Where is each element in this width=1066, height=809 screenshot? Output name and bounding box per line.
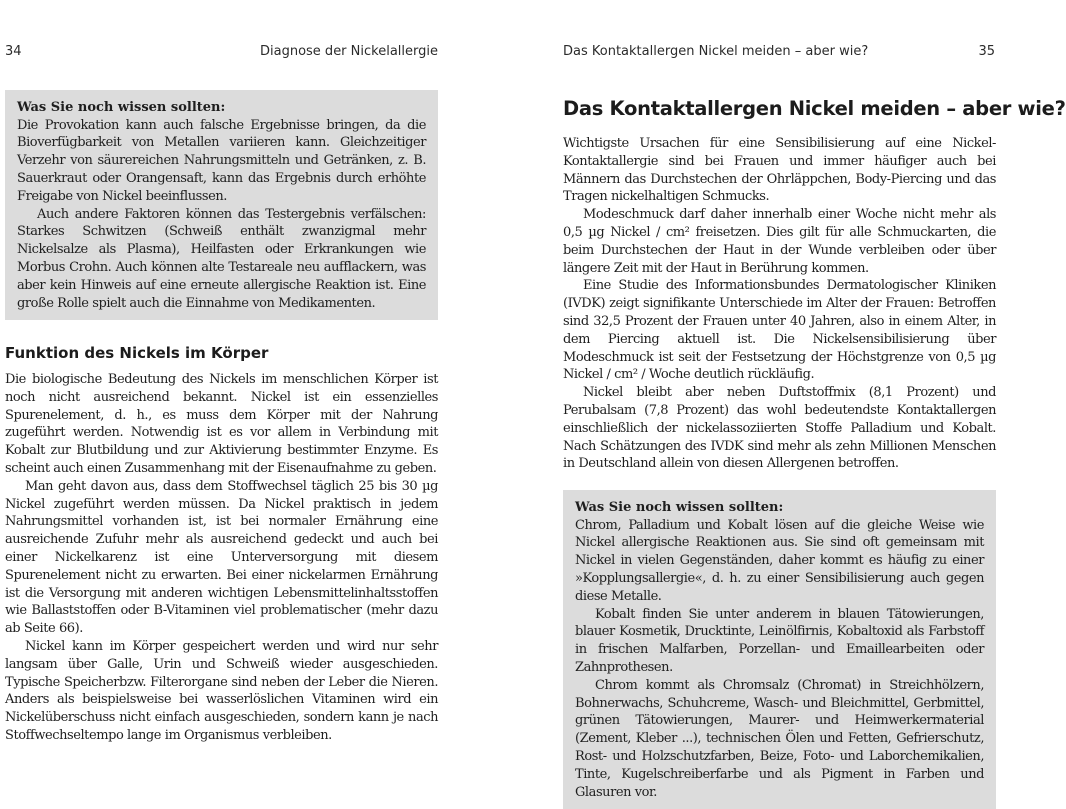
chapter-heading: Das Kontaktallergen Nickel meiden – aber wie? (563, 97, 1066, 120)
info-box-paragraph: Kobalt finden Sie unter anderem in blauen Tätowierungen, blauer Kosmetik, Drucktinte, Leinölfirnis, Kobaltoxid als Farbstoff in frischen Malfarben, Porzellan- und Emaillearbeiten oder Zahnprothesen. (575, 606, 984, 675)
page-number: 35 (978, 44, 995, 59)
paragraph: Nickel kann im Körper gespeichert werden und wird nur sehr langsam über Galle, Urin und Schweiß wieder ausgeschieden. Typische Speicherbzw. Filterorgane sind neben der Leber die Nieren. Anders als beispielsweise bei wasserlöslichen Vitaminen wird ein Nickelüberschuss nicht einfach ausgeschieden, sondern kann je nach Stoffwechseltempo lange im Organismus verbleiben. (5, 638, 438, 743)
info-box-paragraph: Chrom, Palladium und Kobalt lösen auf die gleiche Weise wie Nickel allergische Reaktionen aus. Sie sind oft gemeinsam mit Nickel in vielen Gegenständen, daher kommt es häufig zu einer »Kopplungsallergie«, d. h. zu einer Sensibilisierung auch gegen diese Metalle. (575, 517, 984, 604)
paragraph: Eine Studie des Informationsbundes Dermatologischer Kliniken (IVDK) zeigt signifikante Unterschiede im Alter der Frauen: Betroffen sind 32,5 Prozent der Frauen unter 40 Jahren, also in einem Alter, in dem Piercing aktuell ist. Die Nickelsensibilisierung über Modeschmuck ist seit der Festsetzung der Höchstgrenze von 0,5 µg Nickel / cm² / Woche deutlich rückläufig. (563, 278, 996, 383)
page-number: 34 (5, 44, 22, 59)
running-head: Diagnose der Nickelallergie (260, 44, 438, 59)
body-text (563, 135, 996, 473)
right-page (500, 0, 1066, 800)
info-box-paragraph: Auch andere Faktoren können das Testergebnis verfälschen: Starkes Schwitzen (Schweiß enthält zwanzigmal mehr Nickelsalze als Plasma), Heilfasten oder Erkrankungen wie Morbus Crohn. Auch können alte Testareale neu aufflackern, was aber kein Hinweis auf eine erneute allergische Reaktion ist. Eine große Rolle spielt auch die Einnahme von Medikamenten. (17, 206, 426, 311)
info-box-paragraph: Chrom kommt als Chromsalz (Chromat) in Streichhölzern, Bohnerwachs, Schuhcreme, Wasch- und Bleichmittel, Gerbmittel, grünen Tätowierungen, Maurer- und Heimwerkermaterial (Zement, Kleber ...), technischen Ölen und Fetten, Gefrierschutz, Rost- und Holzschutzfarben, Beize, Foto- und Laborchemikalien, Tinte, Kugelschreiberfarbe und als Pigment in Farben und Glasuren vor. (575, 677, 984, 800)
paragraph: Modeschmuck darf daher innerhalb einer Woche nicht mehr als 0,5 µg Nickel / cm² freisetzen. Dies gilt für alle Schmuckarten, die beim Durchstechen der Haut in der Wunde verbleiben oder über längere Zeit mit der Haut in Berührung kommen. (563, 207, 996, 276)
paragraph: Nickel bleibt aber neben Duftstoffmix (8,1 Prozent) und Perubalsam (7,8 Prozent) das wohl bedeutendste Kontaktallergen einschließlich der nickelassoziierten Stoffe Palladium und Kobalt. Nach Schätzungen des IVDK sind mehr als zehn Millionen Menschen in Deutschland allein von diesen Allergenen betroffen. (563, 385, 996, 472)
paragraph: Man geht davon aus, dass dem Stoffwechsel täglich 25 bis 30 µg Nickel zugeführt werden müssen. Da Nickel praktisch in jedem Nahrungsmittel vorhanden ist, ist bei normaler Ernährung eine ausreichende Zufuhr mehr als ausreichend gedeckt und auch bei einer Nickelkarenz ist eine Unterversorgung mit diesem Spurenelement nicht zu erwarten. Bei einer nickelarmen Ernährung ist die Versorgung mit anderen wichtigen Lebensmittelinhaltsstoffen wie Ballaststoffen oder B-Vitaminen viel problematischer (mehr dazu ab Seite 66). (5, 478, 438, 637)
info-box (563, 490, 996, 809)
info-box-title: Was Sie noch wissen sollten: (575, 500, 784, 515)
info-box-paragraph: Die Provokation kann auch falsche Ergebnisse bringen, da die Bioverfügbarkeit von Metallen variieren kann. Gleichzeitiger Verzehr von säurereichen Nahrungsmitteln und Getränken, z. B. Sauerkraut oder Orangensaft, kann das Ergebnis durch erhöhte Freigabe von Nickel beeinflussen. (17, 117, 426, 204)
running-head: Das Kontaktallergen Nickel meiden – aber wie? (563, 44, 869, 59)
left-page (0, 0, 500, 800)
info-box-title: Was Sie noch wissen sollten: (17, 100, 226, 115)
section-heading: Funktion des Nickels im Körper (5, 344, 269, 362)
paragraph: Wichtigste Ursachen für eine Sensibilisierung auf eine Nickel-Kontaktallergie sind bei Frauen und immer häufiger auch bei Männern das Durchstechen der Ohrläppchen, Body-Piercing und das Tragen nickelhaltigen Schmucks. (563, 136, 996, 205)
body-text (5, 371, 438, 745)
paragraph: Die biologische Bedeutung des Nickels im menschlichen Körper ist noch nicht ausreichend bekannt. Nickel ist ein essenzielles Spurenelement, d. h., es muss dem Körper mit der Nahrung zugeführt werden. Notwendig ist es vor allem in Verbindung mit Kobalt zur Blutbildung und zur Aktivierung bestimmter Enzyme. Es scheint auch einen Zusammenhang mit der Eisenaufnahme zu geben. (5, 372, 438, 476)
info-box (5, 90, 438, 320)
